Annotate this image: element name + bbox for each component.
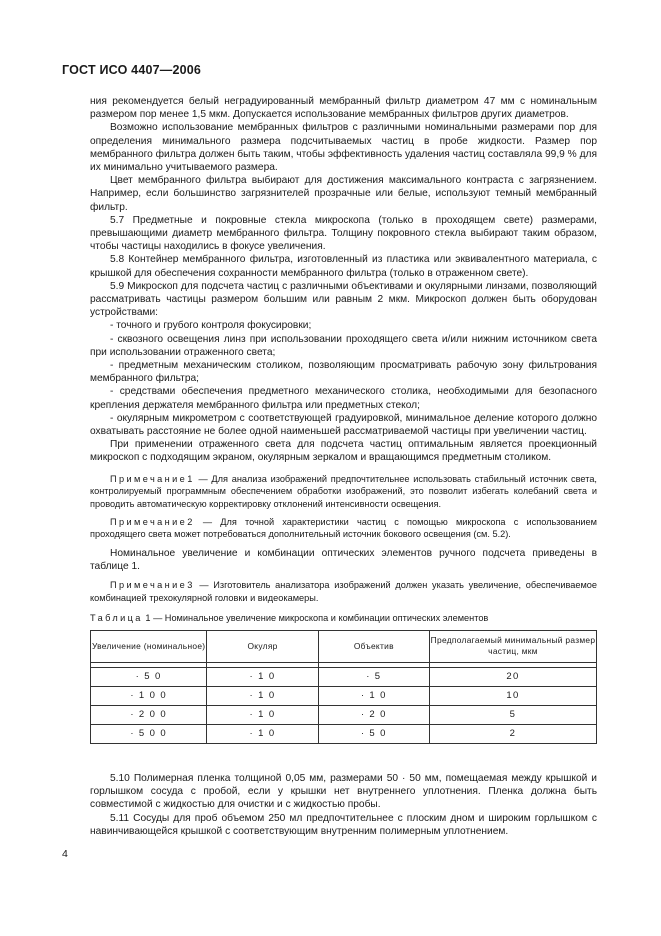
table-cell: · 2 0 [318, 705, 429, 724]
table-caption [90, 612, 597, 624]
note-2 [90, 516, 597, 541]
table-row [91, 667, 597, 686]
column-header: Окуляр [207, 630, 318, 662]
table-row [91, 686, 597, 705]
table-cell: 20 [430, 667, 597, 686]
table-cell: · 5 0 [318, 724, 429, 743]
page-number: 4 [62, 848, 68, 860]
paragraph: Цвет мембранного фильтра выбирают для достижения максимального контраста с загрязнением. Например, если большинство загрязнителей прозрачные или белые, используют темный мембранный фильтр. [90, 175, 597, 213]
note-label: Примечание [110, 516, 188, 527]
paragraph: При применении отраженного света для подсчета частиц оптимальным является проекционный микроскоп с подходящим экраном, окулярным зеркалом и вращающимся предметным столиком. [90, 439, 597, 464]
table-cell: · 1 0 [207, 705, 318, 724]
column-header: Увеличение (номинальное) [91, 630, 207, 662]
table-cell: · 2 0 0 [91, 705, 207, 724]
table-caption-text: — Номинальное увеличение микроскопа и комбинации оптических элементов [150, 612, 489, 623]
list-item: - средствами обеспечения предметного механического столика, необходимыми для безопасного крепления держателя мембранного фильтра или предметных стекол; [90, 386, 597, 411]
page-header: ГОСТ ИСО 4407—2006 [62, 63, 202, 77]
data-table [90, 630, 597, 744]
paragraph: ния рекомендуется белый неградуированный мембранный фильтр диаметром 47 мм с номинальным размером пор менее 1,5 мкм. Допускается использование мембранных фильтров других диаметров. [90, 96, 597, 121]
page-content [90, 95, 597, 838]
table-caption-label: Таблица [90, 612, 143, 623]
table-cell: · 1 0 [318, 686, 429, 705]
note-number: 2 [187, 516, 195, 527]
note-number: 1 [187, 473, 195, 484]
note-label: Примечание [110, 580, 188, 591]
table-header-row [91, 630, 597, 662]
paragraph-5-11: 5.11 Сосуды для проб объемом 250 мл предпочтительнее с плоским дном и широким горлышком с навинчивающейся крышкой с соответствующим внутренним полимерным уплотнением. [90, 812, 597, 837]
table-cell: · 5 [318, 667, 429, 686]
note-1 [90, 473, 597, 510]
list-item: - окулярным микрометром с соответствующей градуировкой, минимальное деление которого должно охватывать расстояние не более одной наименьшей рассматриваемой частицы при увеличении частиц. [90, 412, 597, 438]
note-label: Примечание [110, 473, 188, 484]
paragraph-5-10: 5.10 Полимерная пленка толщиной 0,05 мм, размерами 50 · 50 мм, помещаемая между крышкой и горлышком сосуда с пробой, если у крышки нет внутреннего уплотнения. Пленка должна быть совместимой с жидкостью для очистки и с жидкостью пробы. [90, 772, 597, 811]
paragraph-5-8: 5.8 Контейнер мембранного фильтра, изготовленный из пластика или эквивалентного материала, с крышкой для обеспечения сохранности мембранного фильтра (только в отраженном свете). [90, 254, 597, 279]
note-number: 3 [187, 580, 195, 591]
table-cell: · 5 0 0 [91, 724, 207, 743]
table-row [91, 724, 597, 743]
column-header: Предполагаемый минимальный размер частиц, мкм [430, 630, 597, 662]
table-cell: · 1 0 [207, 686, 318, 705]
paragraph: Возможно использование мембранных фильтров с различными номинальными размерами пор для определения минимального размера подсчитываемых частиц в пробе жидкости. Размер пор мембранного фильтра должен быть таким, чтобы эффективность удаления частиц составляла 99,9 % для их минимально учитываемого размера. [90, 122, 597, 174]
table-cell: · 1 0 0 [91, 686, 207, 705]
paragraph: Номинальное увеличение и комбинации оптических элементов ручного подсчета приведены в таблице 1. [90, 547, 597, 572]
table-cell: · 1 0 [207, 667, 318, 686]
table-cell: · 5 0 [91, 667, 207, 686]
paragraph-5-9: 5.9 Микроскоп для подсчета частиц с различными объективами и окулярными линзами, позволяющий рассматривать частицы размером большим или равным 2 мкм. Микроскоп должен быть оборудован устройствами: [90, 280, 597, 319]
list-item: - сквозного освещения линз при использовании проходящего света и/или нижним источником света при использовании отраженного света; [90, 333, 597, 358]
column-header: Объектив [318, 630, 429, 662]
note-text: — Для точной характеристики частиц с помощью микроскопа с использованием проходящего света может потребоваться дополнительный источник бокового освещения (см. 5.2). [90, 516, 597, 540]
table-row [91, 705, 597, 724]
paragraph-5-7: 5.7 Предметные и покровные стекла микроскопа (только в проходящем свете) размерами, превышающими диаметр мембранного фильтра. Толщину покровного стекла выбирают таким образом, чтобы частицы находились в фокусе увеличения. [90, 214, 597, 253]
note-text: — Изготовитель анализатора изображений должен указать увеличение, обеспечиваемое комбинацией трехокулярной головки и видеокамеры. [90, 580, 597, 603]
note-text: — Для анализа изображений предпочтительнее использовать стабильный источник света, контролируемый программным обеспечением обработки изображений, это позволит избегать колебаний света и проводить автоматическую корректировку отклонений интенсивности освещения. [90, 473, 597, 509]
table-cell: · 1 0 [207, 724, 318, 743]
note-3 [90, 579, 597, 604]
table-cell: 5 [430, 705, 597, 724]
list-item: - предметным механическим столиком, позволяющим просматривать рабочую зону фильтрования мембранного фильтра; [90, 360, 597, 385]
table-cell: 10 [430, 686, 597, 705]
table-cell: 2 [430, 724, 597, 743]
list-item: - точного и грубого контроля фокусировки; [110, 320, 312, 332]
table-caption-number: 1 [145, 612, 151, 623]
